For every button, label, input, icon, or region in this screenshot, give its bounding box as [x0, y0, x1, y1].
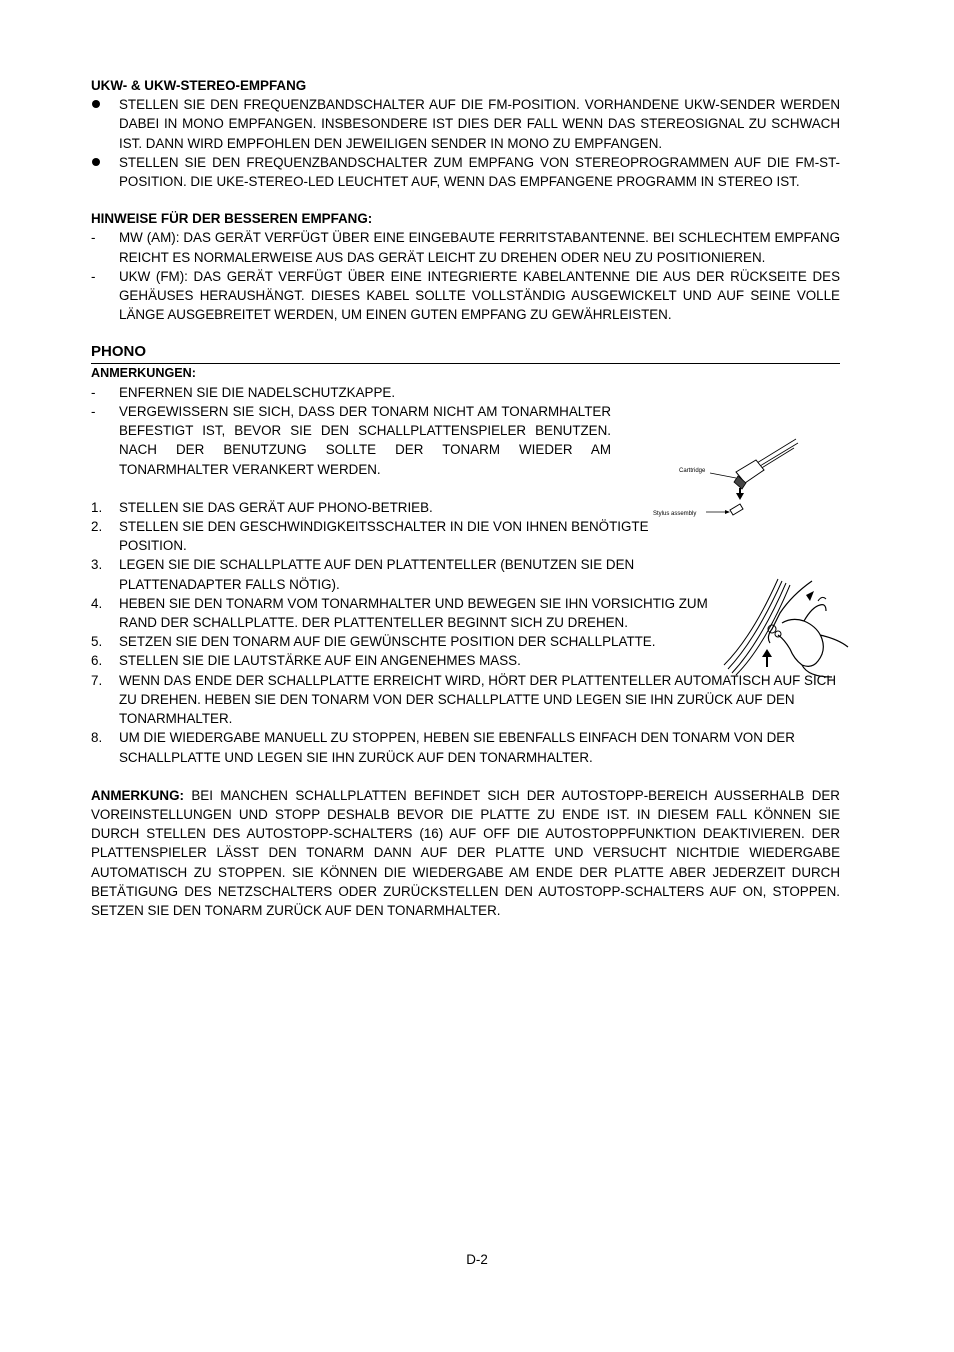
- final-note-text: BEI MANCHEN SCHALLPLATTEN BEFINDET SICH DER AUTOSTOPP-BEREICH AUSSERHALB DER VOREINSTELLUNGEN UND STOPP DESHALB BEVOR DIE PLATTE ZU ENDE IST. IN DIESEM FALL KÖNNEN SIE DURCH STELLEN DES AUTOSTOPP-SCHALTERS (16) AUF OFF DIE AUTOSTOPPFUNKTION DEAKTIVIEREN. DER PLATTENSPIELER LÄSST DEN TONARM DANN AUF DER PLATTE UND VERSUCHT NICHTDIE WIEDERGABE AUTOMATISCH ZU STOPPEN. SIE KÖNNEN DIE WIEDERGABE AM ENDE DER PLATTE ABER JEDERZEIT DURCH BETÄTIGUNG DES NETZSCHALTERS ODER ZURÜCKSTELLEN DEN AUTOSTOPP-SCHALTERS AUF ON, STOPPEN. SETZEN SIE DEN TONARM ZURÜCK AUF DEN TONARMHALTER.: [91, 787, 840, 918]
- cartridge-label: Carttridge: [679, 468, 706, 474]
- list-item: 4. HEBEN SIE DEN TONARM VOM TONARMHALTER UND BEWEGEN SIE IHN VORSICHTIG ZUM RAND DER SCHALLPLATTE. DER PLATTENTELLER BEGINNT SICH ZU DREHEN.: [91, 595, 708, 631]
- list-item: 6. STELLEN SIE DIE LAUTSTÄRKE AUF EIN ANGENEHMES MASS.: [91, 653, 521, 669]
- phono-heading: PHONO: [91, 342, 840, 363]
- bullet-dot-icon: [92, 100, 100, 108]
- list-item: STELLEN SIE DEN FREQUENZBANDSCHALTER ZUM EMPFANG VON STEREOPROGRAMMEN AUF DIE FM-ST-POSITION. DIE UKE-STEREO-LED LEUCHTET AUF, WENN DAS EMPFANGENE PROGRAMM IN STEREO IST.: [91, 153, 840, 191]
- cartridge-illustration-icon: [650, 436, 800, 520]
- dash-marker: -: [91, 230, 96, 246]
- list-item: STELLEN SIE DEN FREQUENZBANDSCHALTER AUF DIE FM-POSITION. VORHANDENE UKW-SENDER WERDEN DABEI IN MONO EMPFANGEN. INSBESONDERE IST DIES DER FALL WENN DAS STEREOSIGNAL ZU SCHWACH IST. DANN WIRD EMPFOHLEN DEN JEWEILIGEN SENDER IN MONO ZU EMPFANGEN.: [91, 95, 840, 153]
- list-item: 3. LEGEN SIE DIE SCHALLPLATTE AUF DEN PLATTENTELLER (BENUTZEN SIE DEN PLATTENADAPTER FALLS NÖTIG).: [91, 557, 635, 592]
- final-note-label: ANMERKUNG:: [91, 787, 184, 803]
- list-item: 1. STELLEN SIE DAS GERÄT AUF PHONO-BETRIEB.: [91, 499, 433, 515]
- final-note: [91, 786, 840, 920]
- dash-marker: -: [91, 384, 96, 400]
- list-item: 2. STELLEN SIE DEN GESCHWINDIGKEITSSCHALTER IN DIE VON IHNEN BENÖTIGTE POSITION.: [91, 519, 649, 554]
- list-item: 5. SETZEN SIE DEN TONARM AUF DIE GEWÜNSCHTE POSITION DER SCHALLPLATTE.: [91, 634, 656, 650]
- fm-bullet-list: [91, 95, 840, 191]
- phono-notes-list: [91, 383, 611, 479]
- reception-list: [91, 228, 840, 324]
- list-item: - VERGEWISSERN SIE SICH, DASS DER TONARM NICHT AM TONARMHALTER BEFESTIGT IST, BEVOR SIE DEN SCHALLPLATTENSPIELER BENUTZEN. NACH DER BENUTZUNG SOLLTE DER TONARM WIEDER AM TONARMHALTER VERANKERT WERDEN.: [91, 404, 611, 477]
- list-item: 8. UM DIE WIEDERGABE MANUELL ZU STOPPEN, HEBEN SIE EBENFALLS EINFACH DEN TONARM VON DER SCHALLPLATTE UND LEGEN SIE IHN ZURÜCK AUF DEN TONARMHALTER.: [91, 730, 795, 765]
- cartridge-figure: [650, 436, 800, 520]
- tonearm-hand-figure: [722, 577, 850, 679]
- section-heading-reception: HINWEISE FÜR DER BESSEREN EMPFANG:: [91, 211, 373, 227]
- hand-tonearm-illustration-icon: [722, 577, 850, 679]
- dash-marker: -: [91, 404, 96, 420]
- stylus-label: Stylus assembly: [653, 511, 697, 517]
- list-item: - ENFERNEN SIE DIE NADELSCHUTZKAPPE.: [91, 383, 611, 402]
- bullet-dot-icon: [92, 158, 100, 166]
- notes-heading: ANMERKUNGEN:: [91, 365, 196, 380]
- list-item: - MW (AM): DAS GERÄT VERFÜGT ÜBER EINE EINGEBAUTE FERRITSTABANTENNE. BEI SCHLECHTEM EMPFANG REICHT ES NORMALERWEISE AUS DAS GERÄT LEICHT ZU DREHEN ODER NEU ZU POSITIONIEREN.: [91, 230, 840, 265]
- list-item: - UKW (FM): DAS GERÄT VERFÜGT ÜBER EINE INTEGRIERTE KABELANTENNE DIE AUS DER RÜCKSEITE DES GEHÄUSES HERAUSHÄNGT. DIESES KABEL SOLLTE VOLLSTÄNDIG AUSGEWICKELT UND AUF SEINE VOLLE LÄNGE AUSGEBREITET WERDEN, UM EINEN GUTEN EMPFANG ZU GEWÄHRLEISTEN.: [91, 268, 840, 323]
- dash-marker: -: [91, 268, 96, 284]
- page-number: D-2: [466, 1252, 488, 1267]
- section-heading-fm: UKW- & UKW-STEREO-EMPFANG: [91, 78, 307, 93]
- list-item: 7. WENN DAS ENDE DER SCHALLPLATTE ERREICHT WIRD, HÖRT DER PLATTENTELLER AUTOMATISCH AUF SICH ZU DREHEN. HEBEN SIE DEN TONARM VON DER SCHALLPLATTE UND LEGEN SIE IHN ZURÜCK AUF DEN TONARMHALTER.: [91, 672, 837, 727]
